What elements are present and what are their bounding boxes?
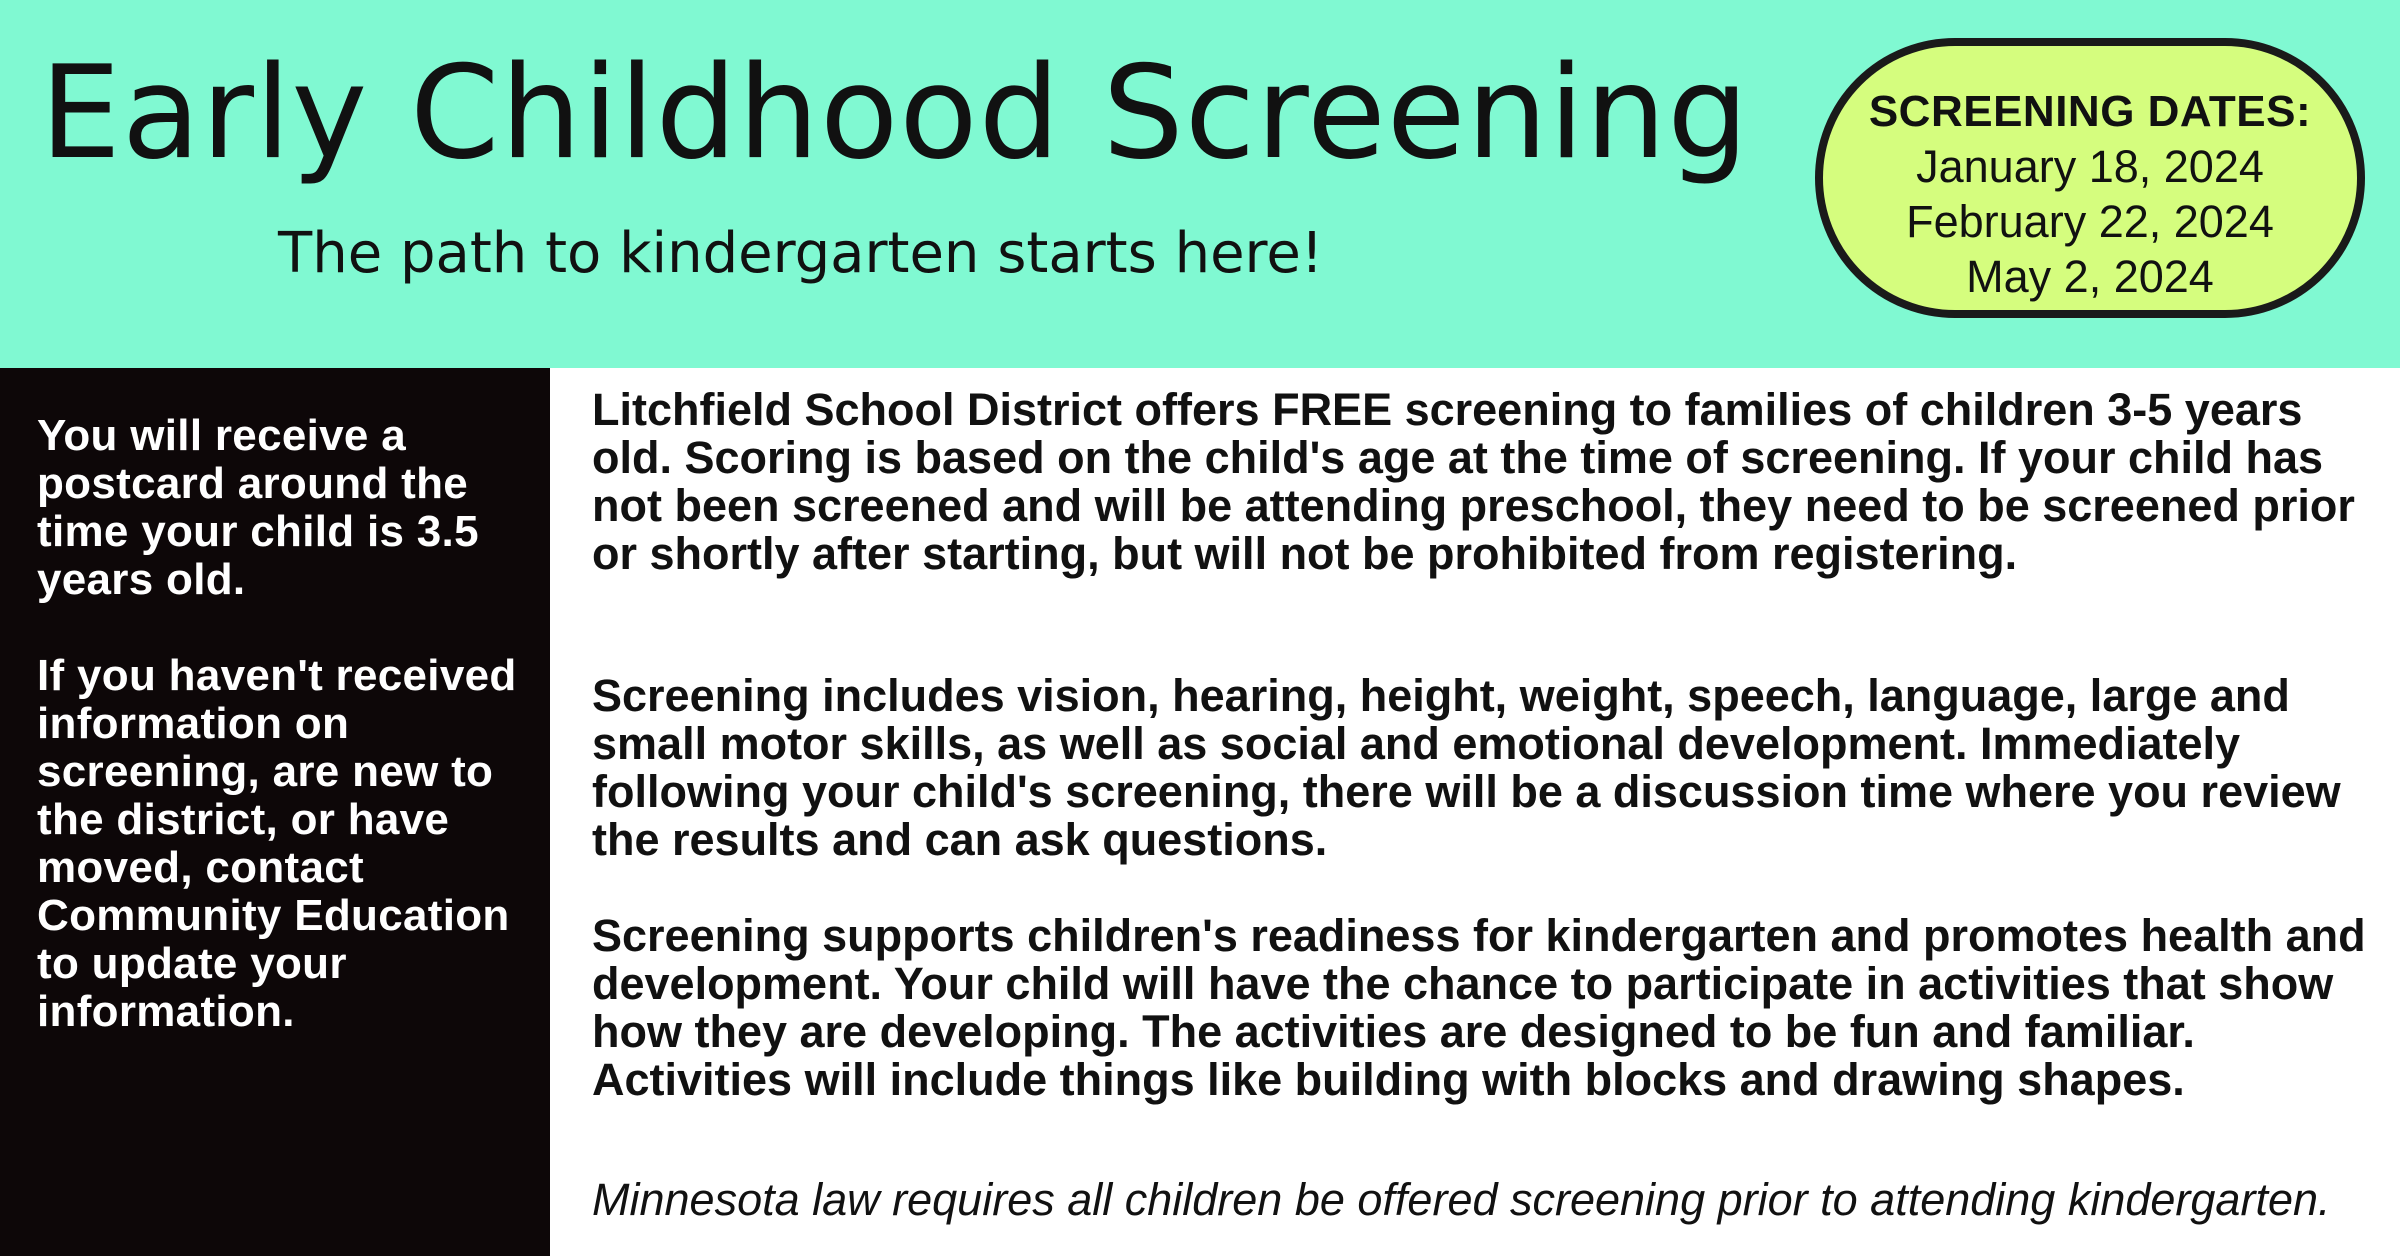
sidebar-postcard-note: You will receive a postcard around the time your child is 3.5 years old. [37, 411, 479, 604]
page-subtitle: The path to kindergarten starts here! [278, 221, 1324, 286]
screening-dates-badge [1815, 38, 2365, 318]
readiness-paragraph: Screening supports children's readiness for kindergarten and promotes health and development. Your child will have the chance to participate in activities that show how they are developing. The activities are designed to be fun and familiar. Activities will include things like building with blocks and drawing shapes. [592, 910, 2366, 1105]
screening-date: January 18, 2024 [1916, 141, 2264, 192]
screening-date: May 2, 2024 [1966, 251, 2214, 302]
screening-date: February 22, 2024 [1906, 196, 2274, 247]
intro-paragraph: Litchfield School District offers FREE screening to families of children 3-5 years old. Scoring is based on the child's age at the time of screening. If your child has not been screened and will be attending preschool, they need to be screened prior or shortly after starting, but will not be prohibited from registering. [592, 384, 2355, 579]
page-title: Early Childhood Screening [40, 39, 1750, 188]
law-footnote: Minnesota law requires all children be offered screening prior to attending kindergarten. [592, 1174, 2331, 1225]
sidebar-panel [0, 368, 550, 1256]
sidebar-contact-note: If you haven't received information on screening, are new to the district, or have moved, contact Community Education to update your information. [37, 651, 517, 1036]
screening-dates-heading: SCREENING DATES: [1868, 87, 2312, 136]
header-banner [0, 0, 2400, 368]
screening-includes-paragraph: Screening includes vision, hearing, height, weight, speech, language, large and small motor skills, as well as social and emotional development. Immediately following your child's screening, there will be a discussion time where you review the results and can ask questions. [592, 670, 2341, 865]
